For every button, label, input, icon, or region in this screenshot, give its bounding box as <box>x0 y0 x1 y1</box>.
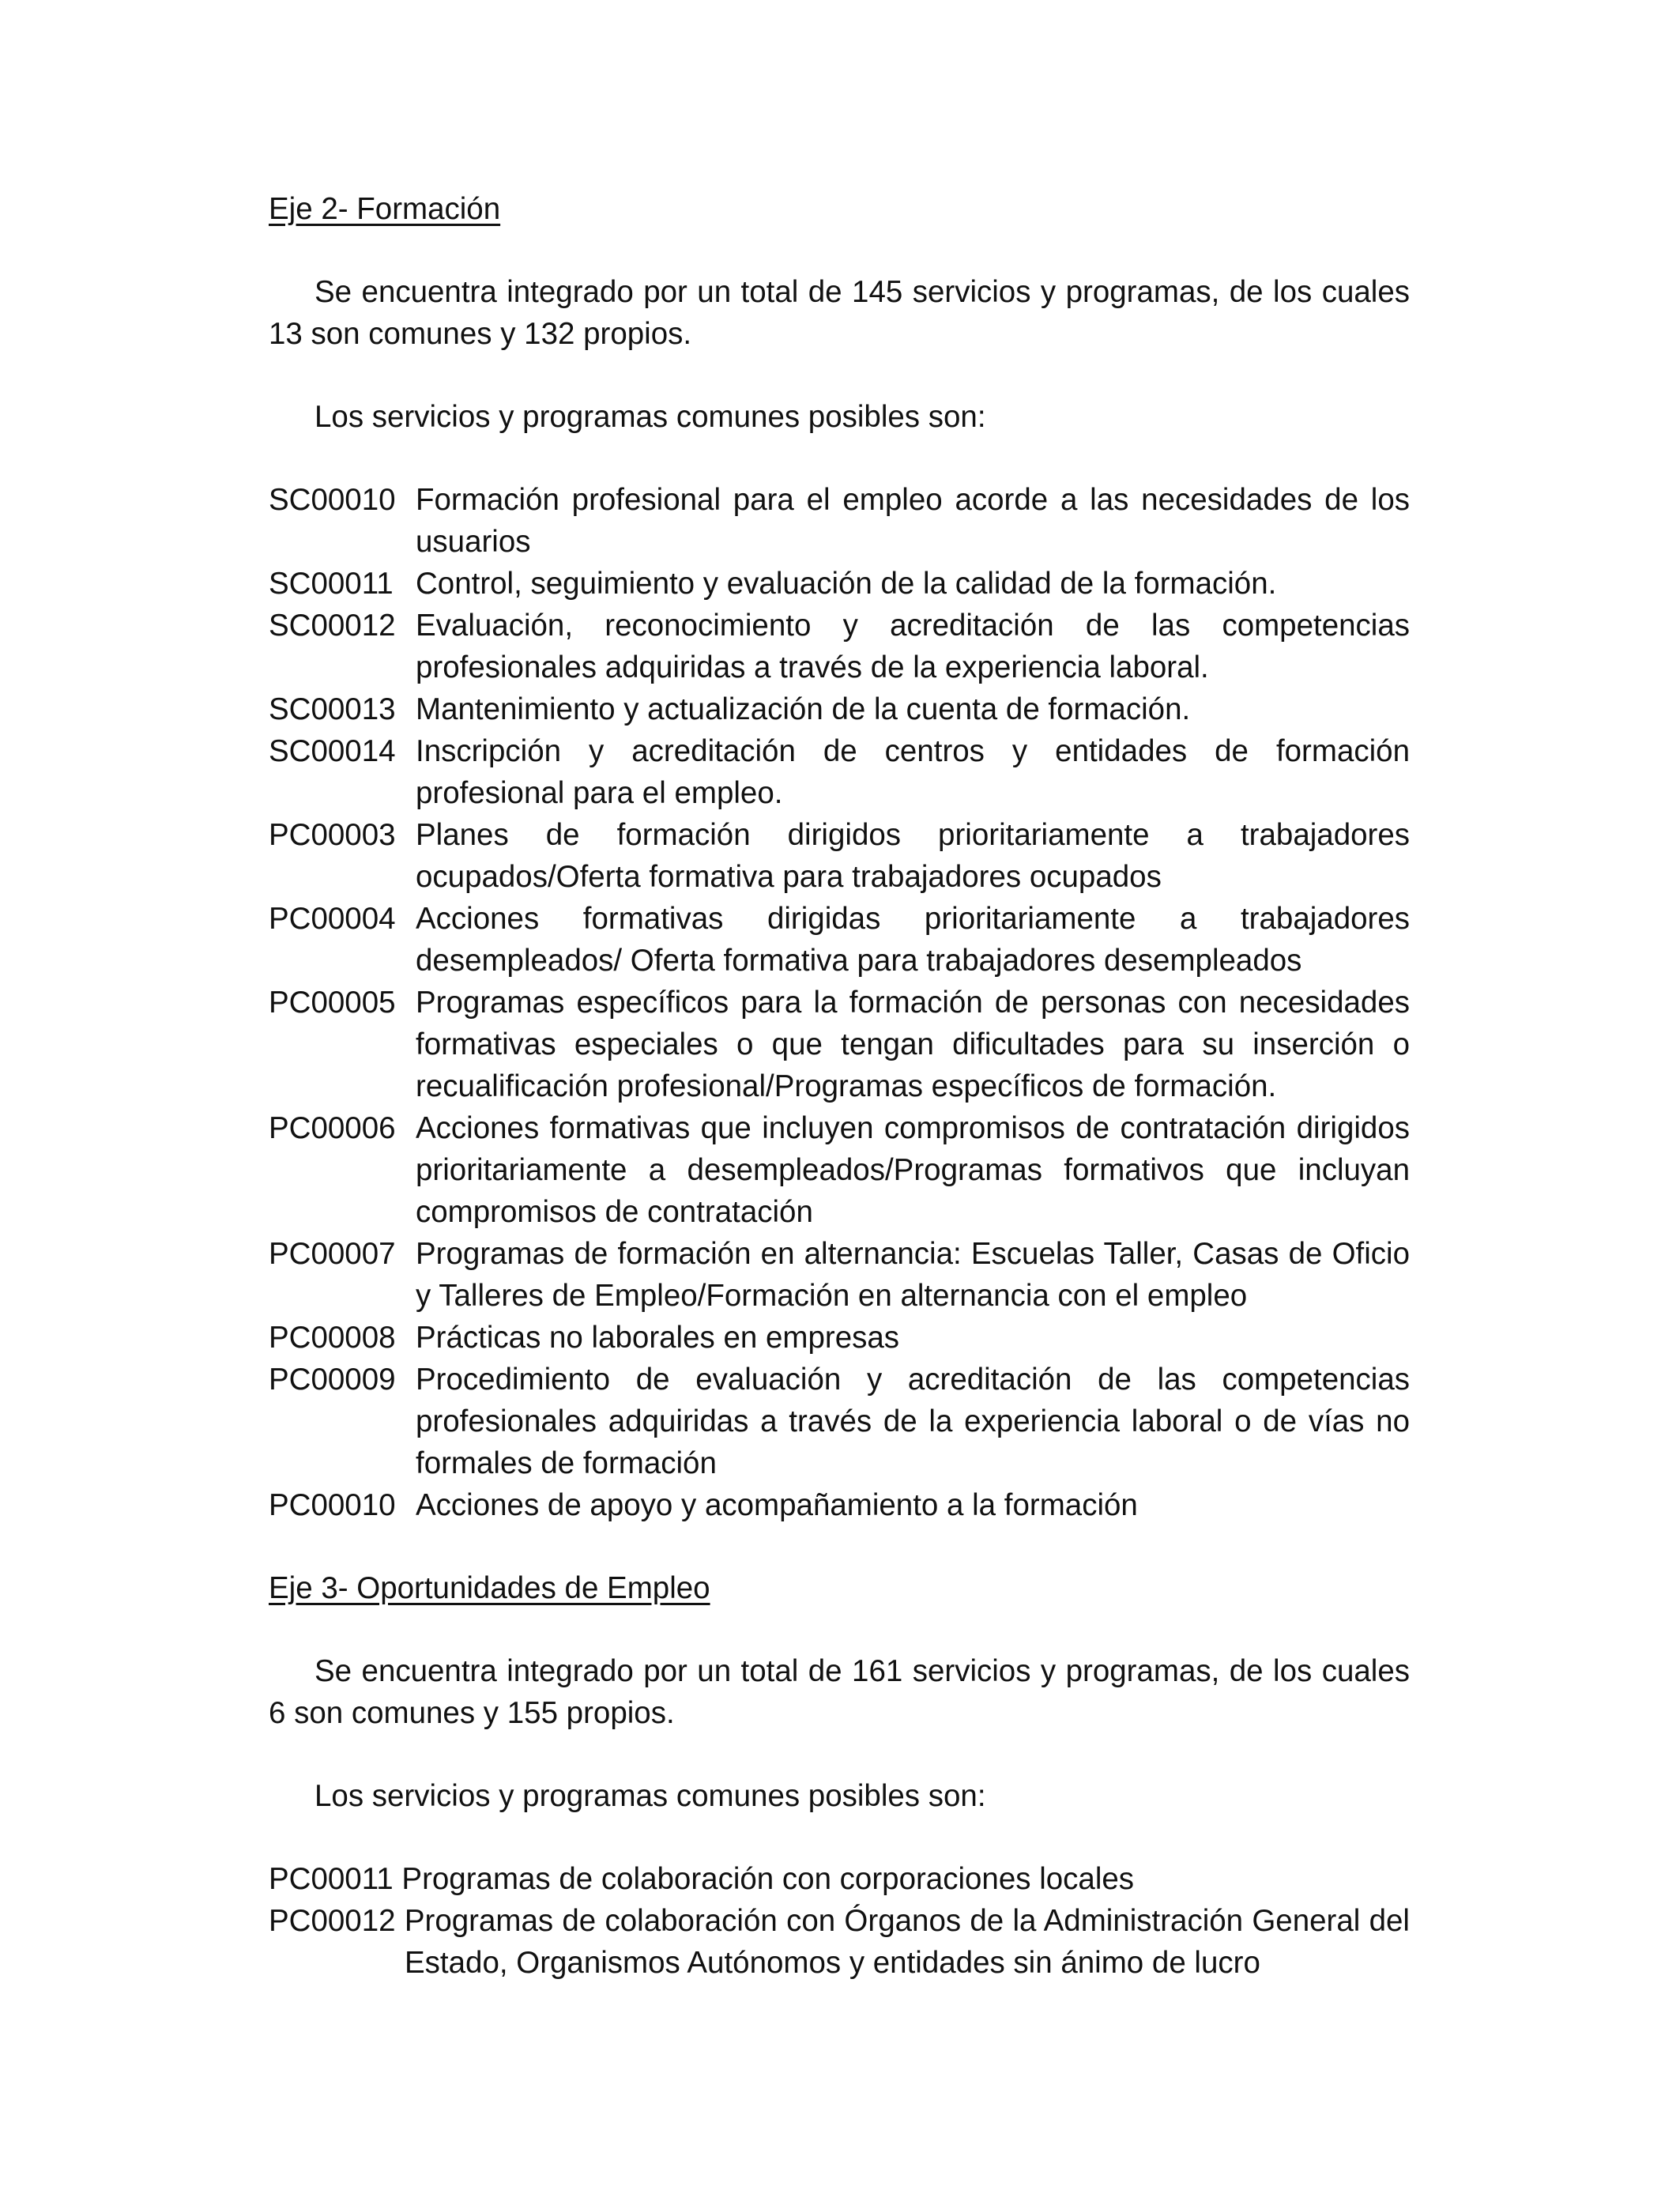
item-code: PC00010 <box>269 1488 396 1522</box>
list-item <box>269 1359 1410 1484</box>
item-code: SC00011 <box>269 567 394 601</box>
list-item <box>269 1233 1410 1317</box>
item-text: Acciones formativas dirigidas prioritariamente a trabajadores desempleados/ Oferta formativa para trabajadores desempleados <box>416 902 1410 978</box>
item-code: SC00012 <box>269 609 396 643</box>
item-text: Acciones formativas que incluyen compromisos de contratación dirigidos prioritariamente a desempleados/Programas formativos que incluyan compromisos de contratación <box>416 1111 1410 1229</box>
item-code: PC00007 <box>269 1237 396 1271</box>
item-text: Prácticas no laborales en empresas <box>416 1321 900 1355</box>
item-text: Formación profesional para el empleo acorde a las necesidades de los usuarios <box>416 483 1410 559</box>
list-item <box>269 1107 1410 1233</box>
list-item <box>269 479 1410 563</box>
item-text: Evaluación, reconocimiento y acreditación de las competencias profesionales adquiridas a través de la experiencia laboral. <box>416 609 1410 684</box>
item-text: Programas de colaboración con corporaciones locales <box>401 1862 1135 1896</box>
item-text: Procedimiento de evaluación y acreditación de las competencias profesionales adquiridas a través de la experiencia laboral o de vías no formales de formación <box>416 1363 1410 1480</box>
item-text: Acciones de apoyo y acompañamiento a la formación <box>416 1488 1138 1522</box>
item-code: PC00012 <box>269 1904 396 1938</box>
item-code: PC00008 <box>269 1321 396 1355</box>
section-2-heading: Eje 2- Formación <box>269 192 501 226</box>
item-text: Programas específicos para la formación de personas con necesidades formativas especiales o que tengan dificultades para su inserción o recualificación profesional/Programas específicos de formación. <box>416 986 1410 1103</box>
item-text: Inscripción y acreditación de centros y entidades de formación profesional para el empleo. <box>416 734 1410 810</box>
section-3-heading: Eje 3- Oportunidades de Empleo <box>269 1571 710 1605</box>
section-2-intro: Se encuentra integrado por un total de 145 servicios y programas, de los cuales 13 son comunes y 132 propios. <box>269 275 1410 351</box>
item-code: PC00006 <box>269 1111 396 1145</box>
item-text: Control, seguimiento y evaluación de la calidad de la formación. <box>416 567 1277 601</box>
item-text: Mantenimiento y actualización de la cuenta de formación. <box>416 692 1191 726</box>
item-code: SC00014 <box>269 734 396 768</box>
section-2-list <box>269 479 1410 1526</box>
list-item <box>269 982 1410 1107</box>
list-item <box>269 688 1410 730</box>
item-text: Programas de colaboración con Órganos de la Administración General del Estado, Organismos Autónomos y entidades sin ánimo de lucro <box>404 1904 1410 1980</box>
list-item <box>269 1900 1410 1984</box>
document-page <box>269 188 1410 1984</box>
list-item <box>269 898 1410 982</box>
list-item <box>269 1858 1410 1900</box>
item-code: PC00003 <box>269 818 396 852</box>
list-item <box>269 1484 1410 1526</box>
list-item <box>269 605 1410 688</box>
item-code: PC00005 <box>269 986 396 1020</box>
section-3-list-intro: Los servicios y programas comunes posibles son: <box>315 1779 986 1813</box>
list-item <box>269 814 1410 898</box>
list-item <box>269 1317 1410 1359</box>
section-3-intro: Se encuentra integrado por un total de 161 servicios y programas, de los cuales 6 son comunes y 155 propios. <box>269 1654 1410 1730</box>
item-text: Programas de formación en alternancia: Escuelas Taller, Casas de Oficio y Talleres de Empleo/Formación en alternancia con el empleo <box>416 1237 1410 1313</box>
section-3-list <box>269 1858 1410 1984</box>
section-2-list-intro: Los servicios y programas comunes posibles son: <box>315 400 986 434</box>
item-code: PC00011 <box>269 1862 394 1896</box>
item-text: Planes de formación dirigidos prioritariamente a trabajadores ocupados/Oferta formativa para trabajadores ocupados <box>416 818 1410 894</box>
list-item <box>269 730 1410 814</box>
item-code: PC00004 <box>269 902 396 936</box>
item-code: PC00009 <box>269 1363 396 1397</box>
list-item <box>269 563 1410 605</box>
item-code: SC00013 <box>269 692 396 726</box>
item-code: SC00010 <box>269 483 396 517</box>
